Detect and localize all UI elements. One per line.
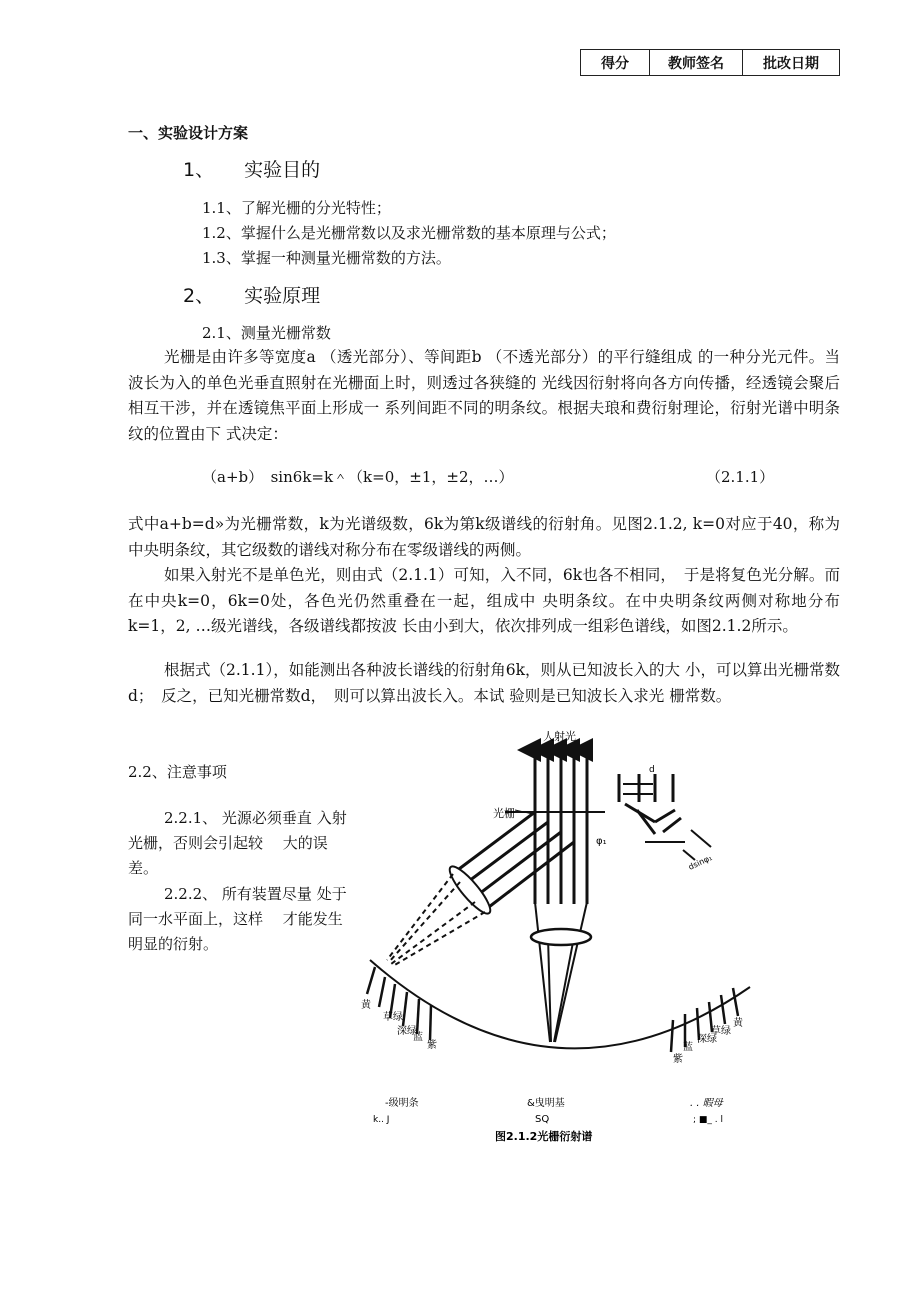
incident-light-label: 人射光 [543,730,576,743]
first-order-label: -级明条 [385,1098,419,1109]
left-color-label: 草绿 [383,1012,403,1023]
right-color-label: 深绿 [697,1034,717,1045]
dsin-label: dsinφ₁ [687,853,714,872]
right-color-label: 黄 [733,1018,743,1029]
formula: （a+b） sin6k=k＾（k=0，±1，±2，…） [202,468,514,486]
purpose-item: 1.3、掌握一种测量光栅常数的方法。 [202,249,451,267]
right-order-label: . . 暇母 [690,1098,723,1109]
central-label: &曳明基 [527,1098,565,1109]
score-table [580,49,840,76]
principle-number: 2、 [183,285,215,307]
purpose-title: 实验目的 [244,159,321,181]
first-order-sublabel: k.. J [373,1115,390,1125]
section-title: 一、实验设计方案 [128,124,249,142]
review-date-cell: 批改日期 [743,50,840,76]
left-color-label: 黄 [361,1000,371,1011]
central-sublabel: SQ [535,1114,550,1125]
right-color-label: 蓝 [683,1042,693,1053]
principle-title: 实验原理 [244,285,321,307]
phi-label: φ₁ [596,836,607,847]
paragraph: 如果入射光不是单色光，则由式（2.1.1）可知，入不同，6k也各不相同， 于是将复色光分解。而在中央k=0，6k=0处，各色光仍然重叠在一起，组成中 央明条纹。在中央明条纹两侧对称地分布k=1，2, …级光谱线，各级谱线都按波 长由小到大，依次排列成一组彩色谱线，如图2.1.2所示。 [128,566,840,635]
grating-label: 光栅 [493,807,515,820]
slit-detail-inset [619,774,711,860]
subsection-title: 2.1、测量光栅常数 [202,324,331,342]
figure-caption: 图2.1.2光栅衍射谱 [495,1130,593,1142]
teacher-signature-cell: 教师签名 [650,50,743,76]
formula-number: （2.1.1） [706,468,775,486]
purpose-item: 1.2、掌握什么是光栅常数以及求光栅常数的基本原理与公式； [202,224,616,242]
right-color-label: 草绿 [711,1026,731,1037]
d-label: d [649,765,655,775]
note-item: 2.2.2、 所有装置尽量 处于同一水平面上，这样 才能发生明显的衍射。 [128,885,347,953]
left-color-label: 蓝 [413,1032,423,1043]
focal-plane-arc [370,960,750,1048]
purpose-item: 1.1、了解光栅的分光特性； [202,199,391,217]
notes-title: 2.2、注意事项 [128,763,227,781]
left-color-label: 紫 [427,1040,437,1051]
purpose-number: 1、 [183,159,215,181]
purpose-list [202,196,616,271]
right-color-label: 紫 [673,1054,683,1065]
note-item: 2.2.1、 光源必须垂直 入射光栅，否则会引起较 大的误差。 [128,809,347,877]
purpose-heading [183,155,320,182]
grating-diffraction-figure [355,722,765,1142]
right-order-sublabel: ; ■_ . l [693,1115,723,1125]
paragraph: 光栅是由许多等宽度a （透光部分）、等间距b （不透光部分）的平行缝组成 的一种分光元件。当波长为入的单色光垂直照射在光栅面上时，则透过各狭缝的 光线因衍射将向各方向传播，经透镜会聚后相互干涉，并在透镜焦平面上形成一 系列间距不同的明条纹。根据夫琅和费衍射理论，衍射光谱中明条纹的位置由下 式决定： [128,348,840,443]
left-color-label: 深绿 [397,1026,417,1037]
central-beam [535,902,587,1042]
paragraph: 根据式（2.1.1），如能测出各种波长谱线的衍射角6k，则从已知波长入的大 小，可以算出光栅常数d； 反之，已知光栅常数d， 则可以算出波长入。本试 验则是已知波长入求光 栅常数。 [128,661,840,705]
paragraph: 式中a+b=d»为光栅常数，k为光谱级数，6k为第k级谱线的衍射角。见图2.1.2, k=0对应于40，称为中央明条纹，其它级数的谱线对称分布在零级谱线的两侧。 [128,515,840,559]
central-lens [531,929,591,945]
principle-heading [183,281,320,308]
score-cell: 得分 [581,50,650,76]
